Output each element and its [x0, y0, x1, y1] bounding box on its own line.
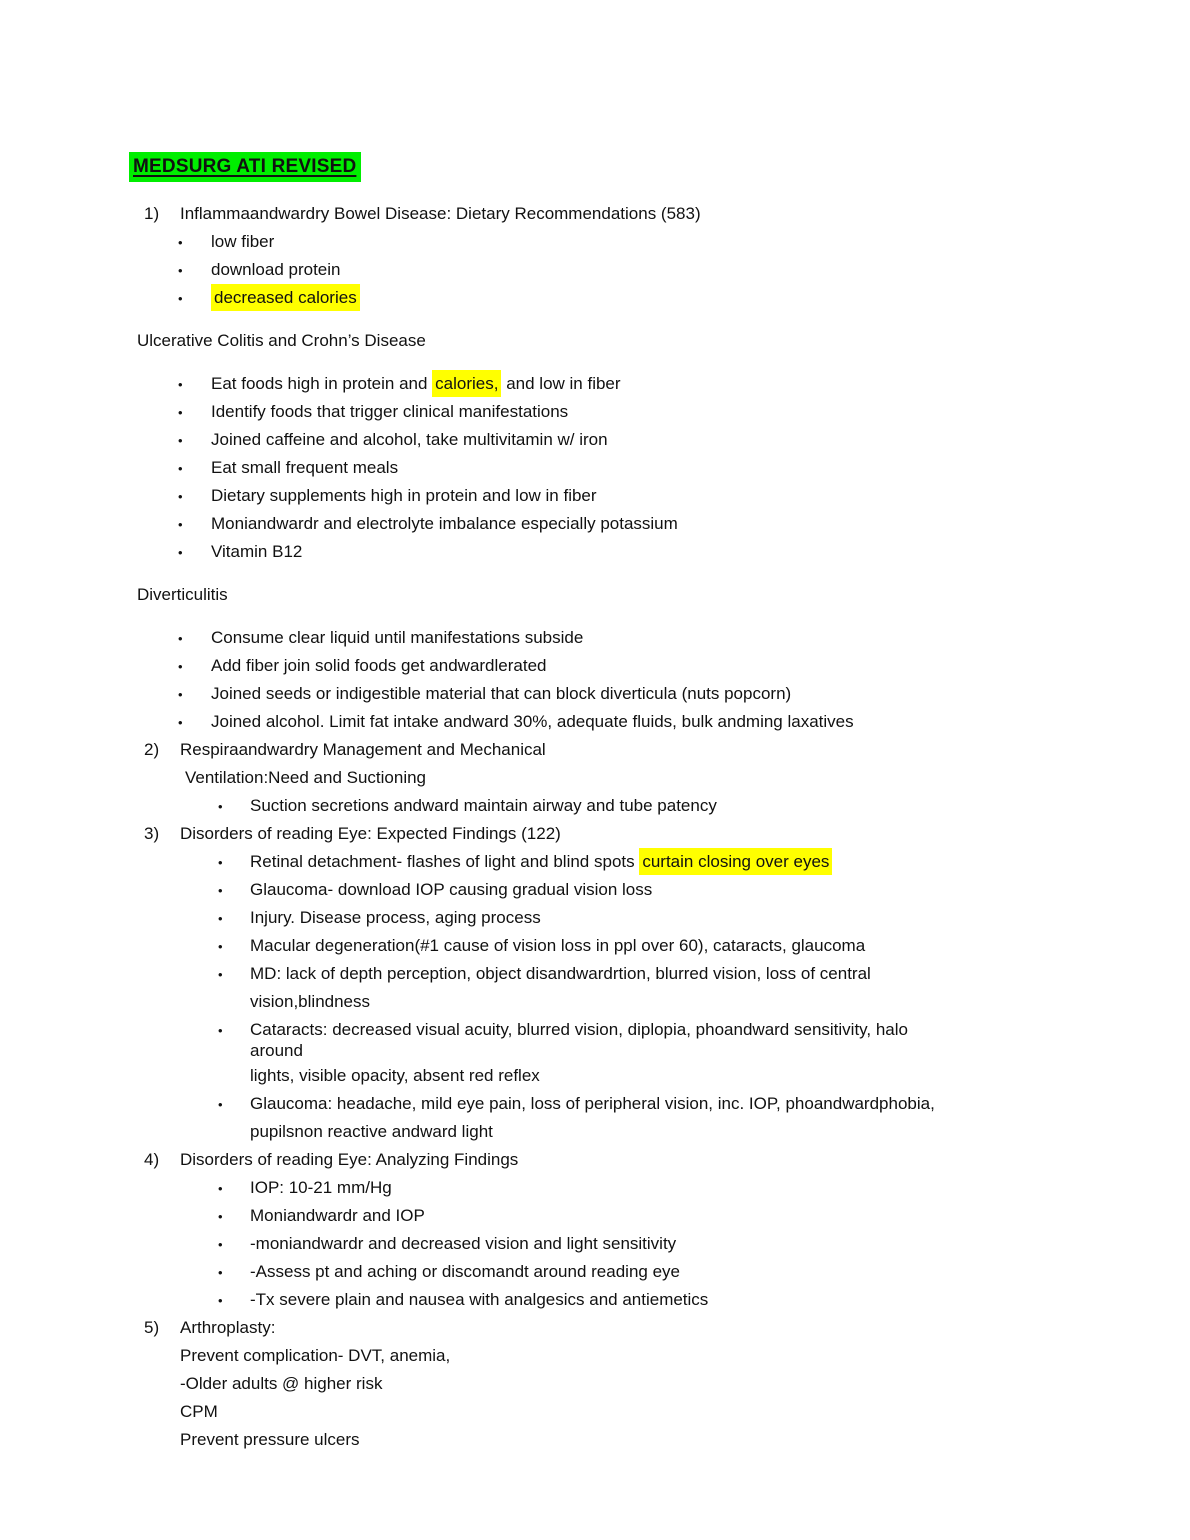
bullet-item: [0, 1202, 1190, 1230]
text-run: Cataracts: decreased visual acuity, blurred vision, diplopia, phoandward sensitivity, halo: [250, 1020, 908, 1039]
line-text: [211, 680, 791, 708]
text-run: Diverticulitis: [137, 585, 228, 604]
bullet-icon: •: [218, 1097, 223, 1112]
numbered-item: [0, 200, 1190, 228]
bullet-item: [0, 398, 1190, 426]
text-run: Identify foods that trigger clinical manifestations: [211, 402, 569, 421]
bullet-icon: •: [218, 1023, 223, 1038]
bullet-item: [0, 256, 1190, 284]
highlighted-text: curtain closing over eyes: [639, 848, 832, 875]
bullet-item: [0, 624, 1190, 652]
bullet-icon: •: [178, 489, 183, 504]
bullet-continuation-line: [0, 1118, 1190, 1146]
text-run: around: [250, 1041, 303, 1060]
bullet-item: [0, 1286, 1190, 1314]
bullet-icon: •: [178, 235, 183, 250]
plain-line: [0, 1426, 1190, 1454]
line-text: [250, 876, 652, 904]
plain-line: [0, 1398, 1190, 1426]
bullet-continuation-line: [0, 1062, 1190, 1090]
bullet-icon: •: [178, 291, 183, 306]
line-text: [180, 1146, 518, 1174]
text-run: Respiraandwardry Management and Mechanical: [180, 740, 546, 759]
text-run: Inflammaandwardry Bowel Disease: Dietary Recommendations (583): [180, 204, 701, 223]
highlighted-text: calories,: [432, 370, 501, 397]
bullet-icon: •: [218, 855, 223, 870]
section-heading: [0, 581, 1190, 609]
line-text: [180, 1398, 218, 1426]
line-text: [211, 708, 854, 736]
text-run: Disorders of reading Eye: Analyzing Findings: [180, 1150, 519, 1169]
bullet-item: [0, 904, 1190, 932]
bullet-icon: •: [218, 1293, 223, 1308]
text-run: download protein: [211, 260, 341, 279]
line-text: [250, 988, 370, 1016]
line-text: [250, 1090, 935, 1118]
line-text: [250, 1041, 303, 1060]
text-run: Moniandwardr and IOP: [250, 1206, 425, 1225]
line-text: [250, 1062, 540, 1090]
line-text: [211, 538, 302, 566]
text-run: Consume clear liquid until manifestations subside: [211, 628, 584, 647]
text-run: low fiber: [211, 232, 275, 251]
bullet-icon: •: [178, 659, 183, 674]
bullet-icon: •: [178, 687, 183, 702]
text-run: and low in fiber: [501, 374, 621, 393]
line-text: [211, 454, 398, 482]
list-number: 2): [144, 740, 160, 759]
line-text: [250, 1118, 493, 1146]
text-run: MD: lack of depth perception, object disandwardrtion, blurred vision, loss of central: [250, 964, 871, 983]
bullet-item: [0, 652, 1190, 680]
bullet-icon: •: [178, 715, 183, 730]
line-text: [250, 904, 541, 932]
line-text: [185, 764, 426, 792]
text-run: Injury. Disease process, aging process: [250, 908, 541, 927]
highlighted-text: decreased calories: [211, 284, 360, 311]
line-text: [250, 1202, 425, 1230]
list-number: 4): [144, 1150, 160, 1169]
line-text: [211, 284, 360, 312]
text-run: -Older adults @ higher risk: [180, 1374, 383, 1393]
bullet-icon: •: [218, 1181, 223, 1196]
line-text: [211, 228, 274, 256]
bullet-continuation-line: [0, 988, 1190, 1016]
bullet-item: [0, 1258, 1190, 1286]
numbered-item: [0, 736, 1190, 764]
document-content: [0, 200, 1190, 1454]
bullet-item: [0, 284, 1190, 312]
line-text: [250, 1230, 676, 1258]
text-run: Ventilation:Need and Suctioning: [185, 768, 427, 787]
text-run: Eat small frequent meals: [211, 458, 399, 477]
plain-line: [0, 1370, 1190, 1398]
numbered-item: [0, 1314, 1190, 1342]
bullet-icon: •: [178, 631, 183, 646]
text-run: Joined seeds or indigestible material that can block diverticula (nuts popcorn): [211, 684, 792, 703]
text-run: vision,blindness: [250, 992, 371, 1011]
plain-line: [0, 764, 1190, 792]
text-run: -moniandwardr and decreased vision and light sensitivity: [250, 1234, 677, 1253]
bullet-item: [0, 426, 1190, 454]
list-number: 3): [144, 824, 160, 843]
line-text: [250, 1016, 908, 1044]
bullet-icon: •: [178, 263, 183, 278]
text-run: Joined alcohol. Limit fat intake andward 30%, adequate fluids, bulk andming laxatives: [211, 712, 854, 731]
text-run: Disorders of reading Eye: Expected Findings (122): [180, 824, 561, 843]
line-text: [211, 426, 608, 454]
text-run: Eat foods high in protein and: [211, 374, 433, 393]
bullet-item: [0, 1016, 1190, 1044]
line-text: [180, 200, 701, 228]
text-run: Joined caffeine and alcohol, take multivitamin w/ iron: [211, 430, 608, 449]
text-run: -Assess pt and aching or discomandt around reading eye: [250, 1262, 680, 1281]
section-heading: [0, 327, 1190, 355]
numbered-item: [0, 1146, 1190, 1174]
bullet-icon: •: [218, 883, 223, 898]
bullet-item: [0, 1174, 1190, 1202]
bullet-item: [0, 792, 1190, 820]
bullet-icon: •: [178, 517, 183, 532]
text-run: Prevent complication- DVT, anemia,: [180, 1346, 451, 1365]
text-run: Vitamin B12: [211, 542, 303, 561]
line-text: [211, 256, 340, 284]
line-text: [211, 482, 597, 510]
text-run: lights, visible opacity, absent red reflex: [250, 1066, 540, 1085]
line-text: [211, 398, 568, 426]
bullet-icon: •: [178, 433, 183, 448]
text-run: CPM: [180, 1402, 218, 1421]
text-run: Glaucoma: headache, mild eye pain, loss of peripheral vision, inc. IOP, phoandwardphobia,: [250, 1094, 935, 1113]
line-text: [211, 624, 583, 652]
bullet-icon: •: [218, 1237, 223, 1252]
line-text: [180, 736, 546, 764]
line-text: [250, 848, 832, 876]
bullet-item: [0, 510, 1190, 538]
bullet-icon: •: [218, 939, 223, 954]
line-text: [250, 1174, 392, 1202]
bullet-item: [0, 848, 1190, 876]
text-run: Prevent pressure ulcers: [180, 1430, 360, 1449]
bullet-icon: •: [178, 405, 183, 420]
bullet-icon: •: [218, 1265, 223, 1280]
text-run: Glaucoma- download IOP causing gradual vision loss: [250, 880, 653, 899]
bullet-item: [0, 876, 1190, 904]
text-run: pupilsnon reactive andward light: [250, 1122, 493, 1141]
text-run: Add fiber join solid foods get andwardlerated: [211, 656, 547, 675]
bullet-item: [0, 1230, 1190, 1258]
line-text: [250, 932, 865, 960]
bullet-icon: •: [178, 461, 183, 476]
line-text: [180, 1342, 450, 1370]
plain-line: [0, 1342, 1190, 1370]
text-run: IOP: 10-21 mm/Hg: [250, 1178, 392, 1197]
text-run: Arthroplasty:: [180, 1318, 276, 1337]
line-text: [180, 1426, 360, 1454]
line-text: [211, 652, 547, 680]
text-run: Macular degeneration(#1 cause of vision loss in ppl over 60), cataracts, glaucoma: [250, 936, 866, 955]
bullet-icon: •: [178, 545, 183, 560]
text-run: Dietary supplements high in protein and low in fiber: [211, 486, 597, 505]
text-run: -Tx severe plain and nausea with analgesics and antiemetics: [250, 1290, 709, 1309]
page-title-text: MEDSURG ATI REVISED: [129, 152, 361, 182]
text-run: Retinal detachment- flashes of light and blind spots: [250, 852, 640, 871]
bullet-item: [0, 482, 1190, 510]
bullet-item: [0, 708, 1190, 736]
bullet-item: [0, 538, 1190, 566]
line-text: [211, 370, 621, 398]
text-run: Ulcerative Colitis and Crohn’s Disease: [137, 331, 426, 350]
bullet-item: [0, 370, 1190, 398]
page-title: [129, 152, 1190, 182]
bullet-icon: •: [218, 911, 223, 926]
bullet-item: [0, 1090, 1190, 1118]
line-text: [250, 960, 871, 988]
line-text: [211, 510, 678, 538]
line-text: [137, 327, 426, 355]
bullet-icon: •: [178, 377, 183, 392]
line-text: [180, 1314, 275, 1342]
bullet-item: [0, 228, 1190, 256]
numbered-item: [0, 820, 1190, 848]
bullet-item: [0, 960, 1190, 988]
bullet-icon: •: [218, 799, 223, 814]
line-text: [250, 1258, 680, 1286]
list-number: 5): [144, 1318, 160, 1337]
bullet-icon: •: [218, 1209, 223, 1224]
bullet-icon: •: [218, 967, 223, 982]
line-text: [180, 1370, 382, 1398]
text-run: Moniandwardr and electrolyte imbalance especially potassium: [211, 514, 678, 533]
line-text: [180, 820, 561, 848]
line-text: [250, 1286, 708, 1314]
bullet-item: [0, 680, 1190, 708]
bullet-item: [0, 932, 1190, 960]
list-number: 1): [144, 204, 160, 223]
text-run: Suction secretions andward maintain airway and tube patency: [250, 796, 717, 815]
bullet-item: [0, 454, 1190, 482]
line-text: [137, 581, 228, 609]
bullet-continuation-line: [0, 1041, 1190, 1062]
line-text: [250, 792, 717, 820]
